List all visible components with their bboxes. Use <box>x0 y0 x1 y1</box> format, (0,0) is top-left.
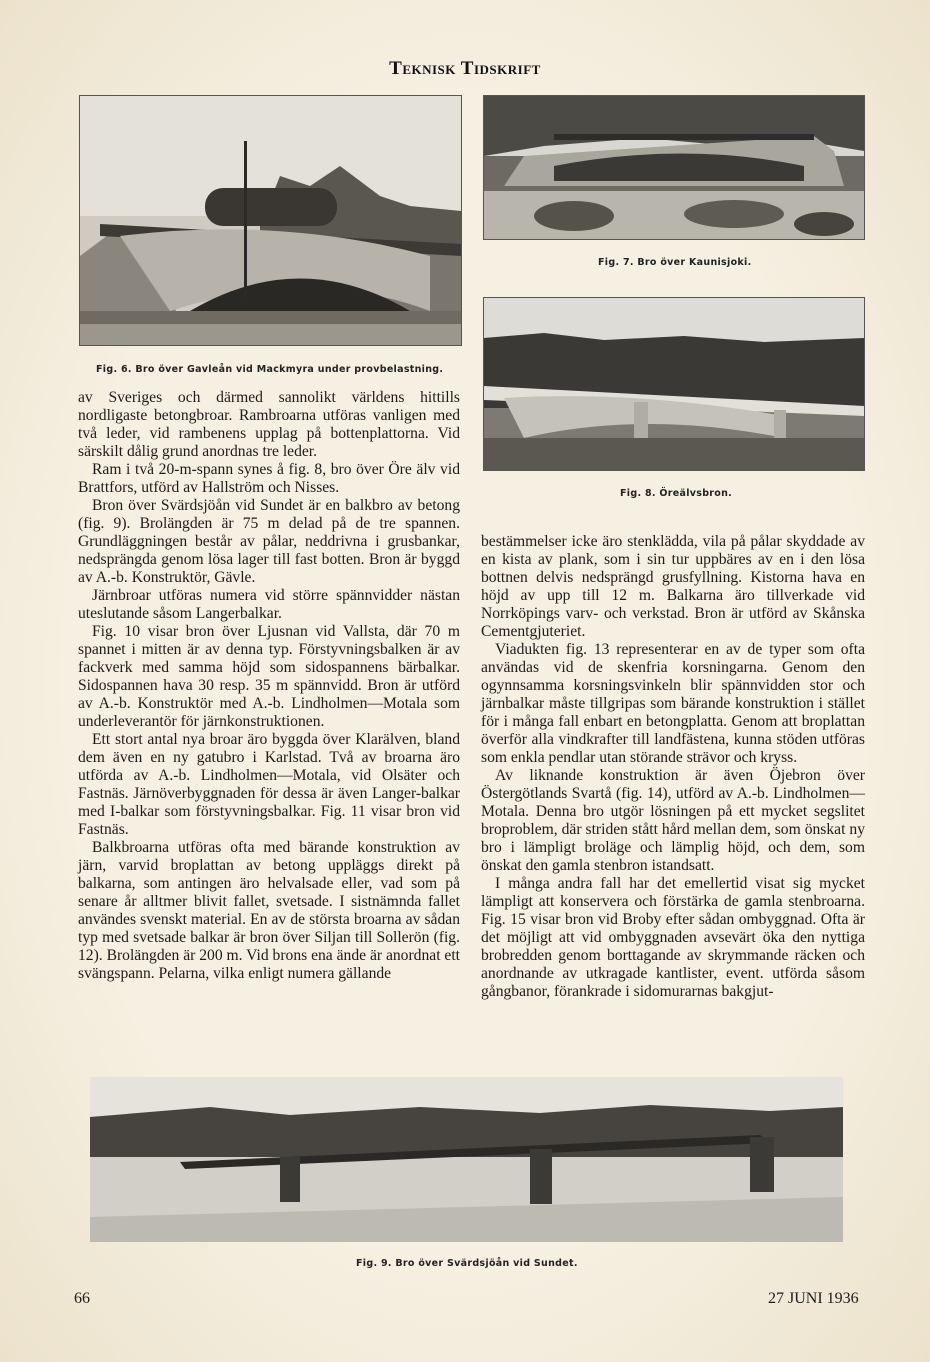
fig8-photo <box>483 297 865 471</box>
left-paragraph-1: av Sveriges och därmed sannolikt världens hittills nordligaste betongbroar. Rambroarna utföras vanligen med två leder, vid rambenens upplag på bottenplattorna. Vid särskilt dålig grund anordnas tre leder. <box>78 389 460 460</box>
left-paragraph-3: Bron över Svärdsjöån vid Sundet är en balkbro av betong (fig. 9). Brolängden är 75 m delad på de tre spannen. Grundläggningen består av pålar, neddrivna i grusbankar, nedsprängda genom lösa lager till fast botten. Bron är byggd av A.-b. Konstruktör, Gävle. <box>78 497 460 586</box>
left-column <box>78 389 460 983</box>
fig9-caption: Fig. 9. Bro över Svärdsjöån vid Sundet. <box>356 1258 578 1269</box>
left-paragraph-5: Fig. 10 visar bron över Ljusnan vid Vallsta, där 70 m spannet i mitten är av denna typ. Förstyvningsbalken är av fackverk med samma höjd som sidospannens bärbalkar. Sidospannen hava 30 resp. 35 m spännvidd. Bron är utförd av A.-b. Konstruktör med A.-b. Lindholmen—Motala som underleverantör för järnkonstruktionen. <box>78 623 460 730</box>
left-paragraph-2: Ram i två 20-m-spann synes å fig. 8, bro över Öre älv vid Brattfors, utförd av Hallström och Nisses. <box>78 461 460 496</box>
fig9-photo <box>90 1077 843 1242</box>
masthead-title: Teknisk Tidskrift <box>389 58 541 79</box>
fig8-caption: Fig. 8. Öreälvsbron. <box>620 488 733 499</box>
right-paragraph-4: I många andra fall har det emellertid visat sig mycket lämpligt att konservera och förstärka de gamla stenbroarna. Fig. 15 visar bron vid Broby efter sådan ombyggnad. Ofta är det möjligt att vid ombyggnaden avsevärt öka den nyttiga brobredden genom borttagande av skrymmande räcken och anordnande av utkragade kantlister, event. utförda såsom gångbanor, förankrade i sidomurarnas bakgjut- <box>481 875 865 1000</box>
page-number: 66 <box>74 1290 90 1307</box>
fig7-photo <box>483 95 865 240</box>
fig6-caption: Fig. 6. Bro över Gavleån vid Mackmyra under provbelastning. <box>96 364 444 375</box>
right-paragraph-2: Viadukten fig. 13 representerar en av de typer som ofta användas vid de skenfria korsningarna. Genom den ogynnsamma korsningsvinkeln blir spännvidden stor och järnbalkar måste tillgripas som bärande konstruktion i stället för i många fall enbart en betongplatta. Genom att broplattan överför alla vindkrafter till landfästena, kunna stöden utföras som enkla pendlar utan störande strävor och kryss. <box>481 641 865 766</box>
left-paragraph-7: Balkbroarna utföras ofta med bärande konstruktion av järn, varvid broplattan av betong uppläggs direkt på balkarna, som antingen äro helvalsade eller, vad som på senare år alltmer blivit fallet, svetsade. I sistnämnda fallet användes svenskt material. En av de största broarna av sådan typ med svetsade balkar är bron över Siljan till Sollerön (fig. 12). Brolängden är 200 m. Vid brons ena ände är anordnat ett svängspann. Pelarna, vilka enligt numera gällande <box>78 839 461 982</box>
right-column <box>481 533 865 1001</box>
right-paragraph-3: Av liknande konstruktion är även Öjebron över Östergötlands Svartå (fig. 14), utförd av A.-b. Lindholmen—Motala. Denna bro utgör lösningen på ett mycket segslitet broproblem, där striden stått hård mellan dem, som önskat ny bro i lämpligt broläge och lämplig höjd, och dem, som önskat den gamla stenbron istandsatt. <box>481 767 865 874</box>
right-paragraph-1: bestämmelser icke äro stenklädda, vila på pålar skyddade av en kista av plank, som i sin tur uppbäres av en i den lösa bottnen delvis nedsprängd grusfyllning. Kistorna hava en höjd av upp till 12 m. Balkarna äro tillverkade vid Norrköpings varv- och verkstad. Bron är utförd av Skånska Cementgjuteriet. <box>481 533 865 640</box>
left-paragraph-4: Järnbroar utföras numera vid större spännvidder nästan uteslutande såsom Langerbalkar. <box>78 587 460 622</box>
fig7-caption: Fig. 7. Bro över Kaunisjoki. <box>598 257 752 268</box>
fig6-photo <box>79 95 462 346</box>
issue-date: 27 JUNI 1936 <box>768 1290 859 1307</box>
left-paragraph-6: Ett stort antal nya broar äro byggda över Klarälven, bland dem även en ny gatubro i Karlstad. Två av broarna äro utförda av A.-b. Lindholmen—Motala, vid Olsäter och Fastnäs. Järnöverbyggnaden för dessa är även Langer-balkar med I-balkar som förstyvningsbalkar. Fig. 11 visar bron vid Fastnäs. <box>78 731 460 838</box>
